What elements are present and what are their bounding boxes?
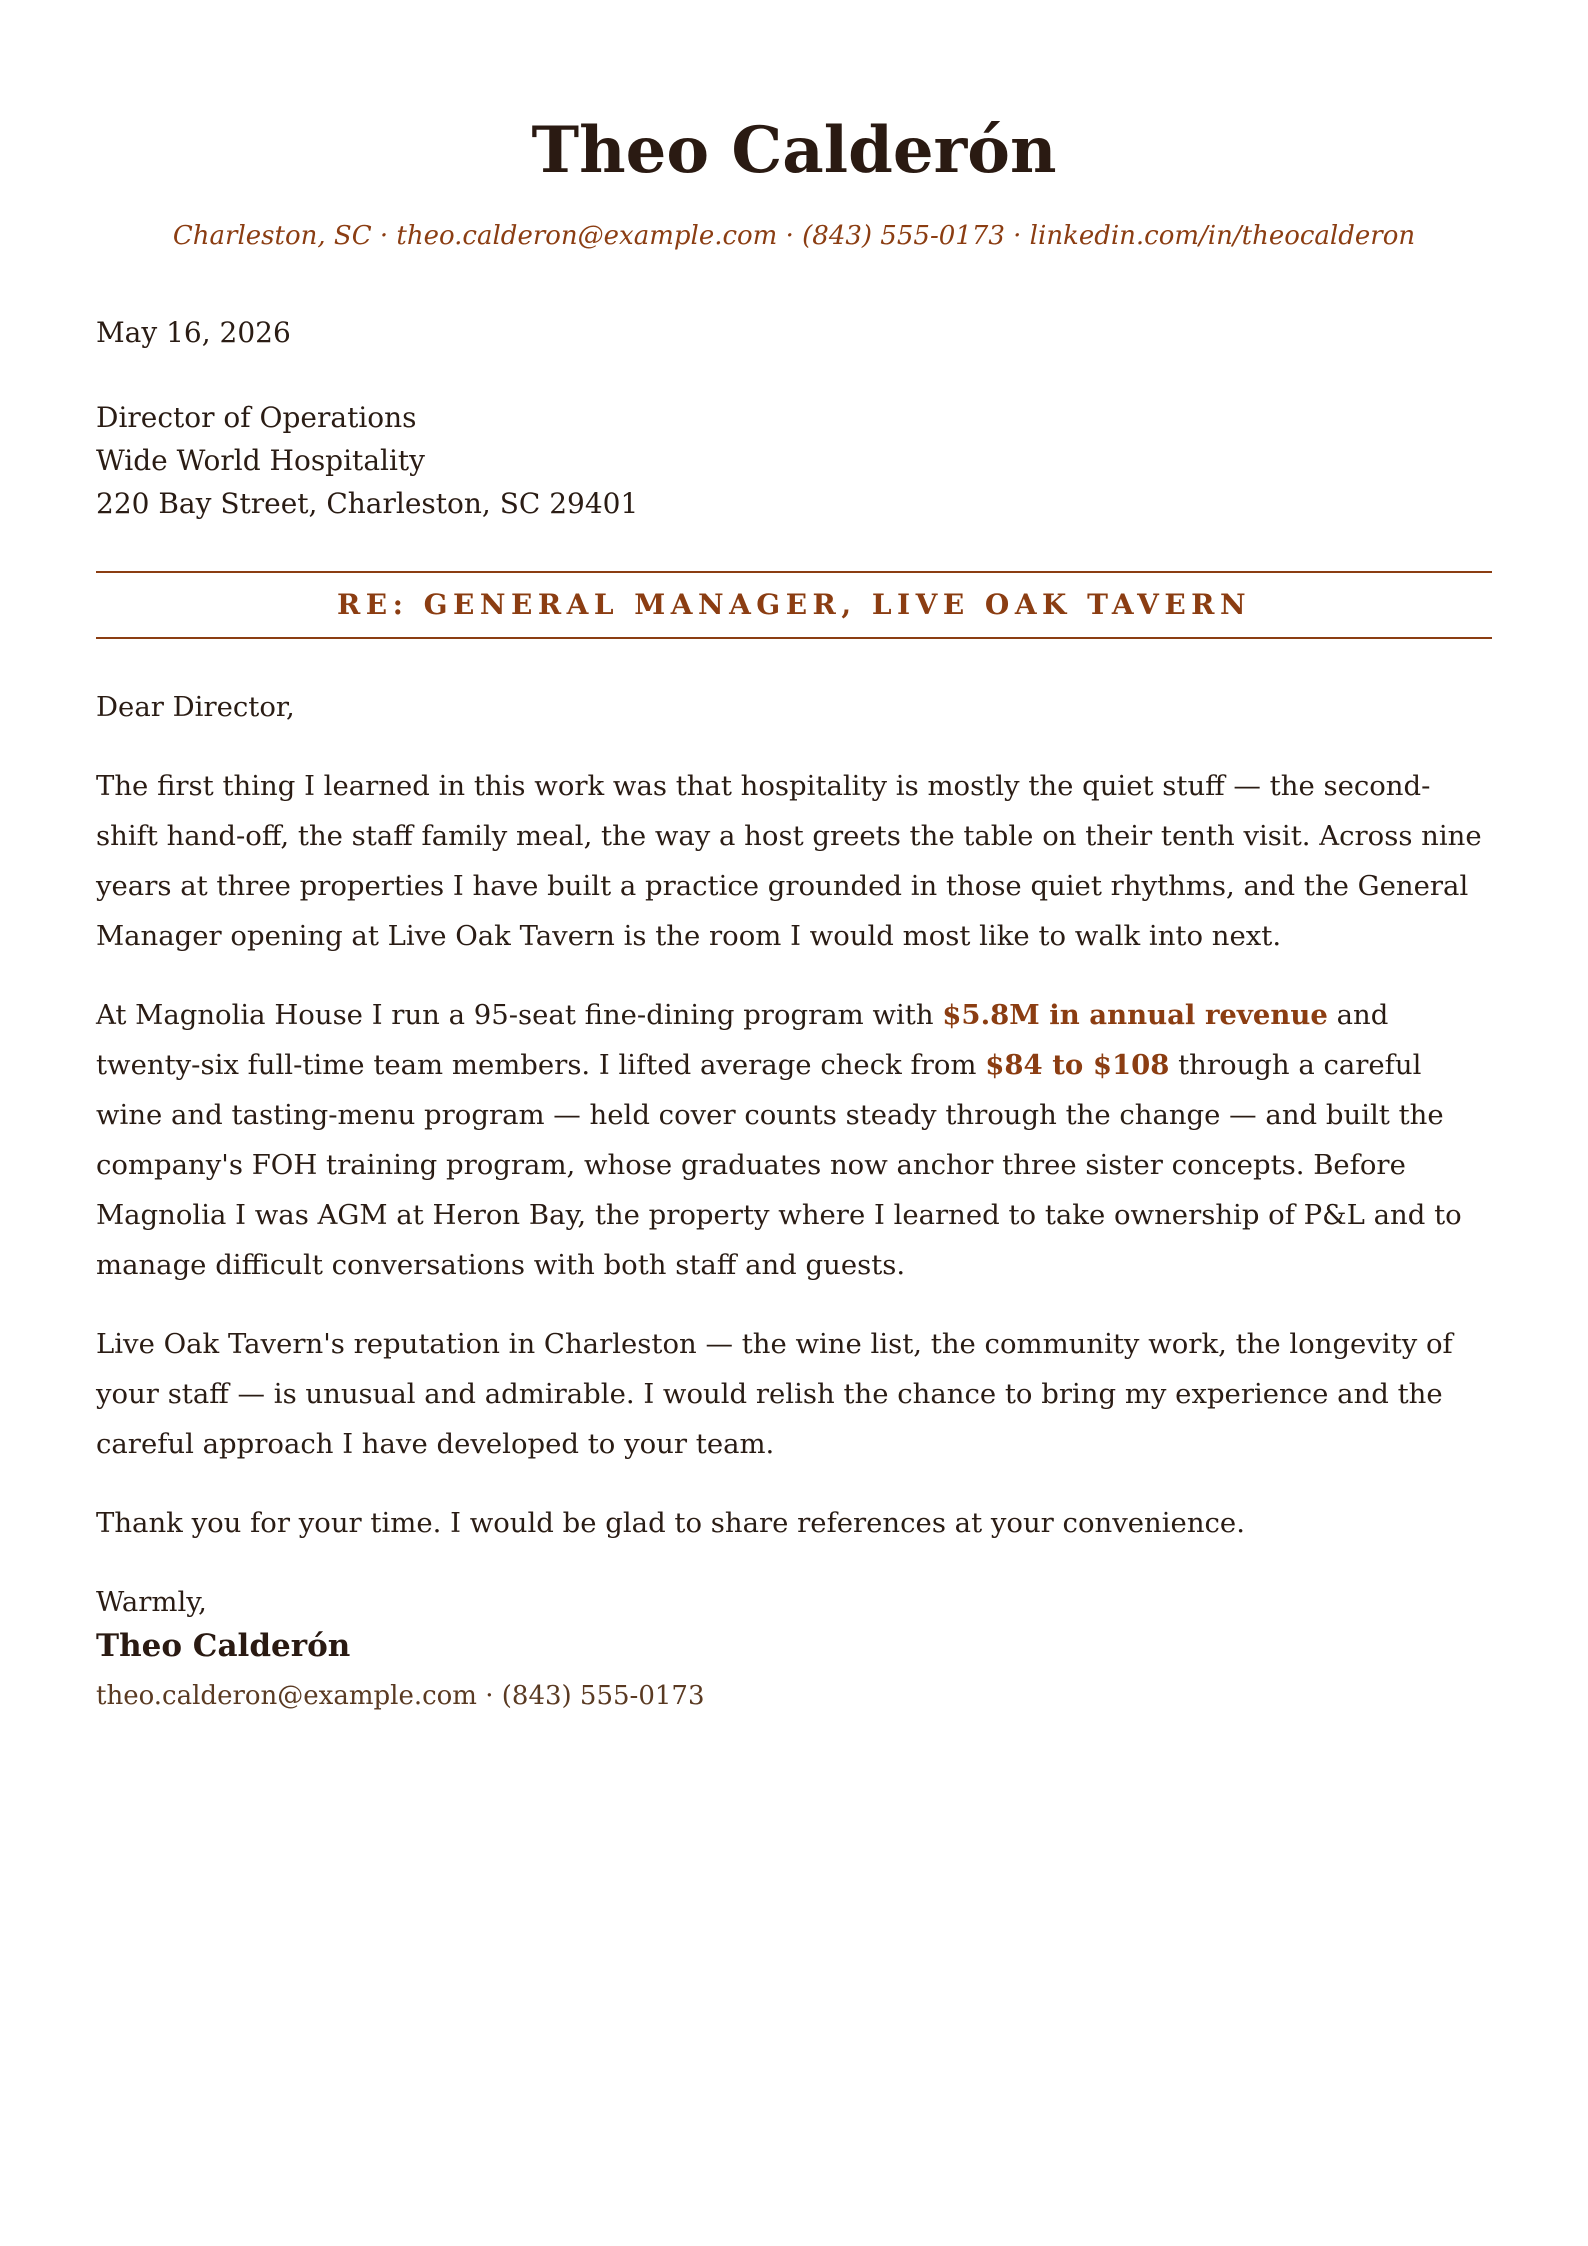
paragraph-4: Thank you for your time. I would be glad to share references at your convenience. [96,1507,1245,1539]
subject-line: RE: GENERAL MANAGER, LIVE OAK TAVERN [336,588,1252,621]
signature-contact: theo.calderon@example.com · (843) 555-0173 [96,1681,705,1711]
salutation: Dear Director, [96,691,295,723]
paragraph-2 [96,990,1492,1290]
recipient-title: Director of Operations [96,401,417,434]
revenue-highlight: $5.8M in annual revenue [942,999,1328,1031]
recipient-address: 220 Bay Street, Charleston, SC 29401 [96,487,639,520]
letter-date: May 16, 2026 [96,316,291,349]
sender-name: Theo Calderón [531,113,1057,188]
paragraph-2-part-a: At Magnolia House I run a 95-seat fine-dining program with [96,999,943,1031]
paragraph-2-part-b: and twenty-six full-time team members. I lifted average check from [96,999,1389,1081]
subject-banner [96,571,1492,639]
paragraph-2-part-c: through a careful wine and tasting-menu program — held cover counts steady through the change — and built the company's FOH training program, whose graduates now anchor three sister concepts. Before Magnolia I was AGM at Heron Bay, the property where I learned to take ownership of P&L and to manage difficult conversations with both staff and guests. [96,1049,1462,1281]
letter-body [96,682,1492,1656]
signature-name: Theo Calderón [96,1628,351,1664]
paragraph-1: The first thing I learned in this work was that hospitality is mostly the quiet stuff — the second-shift hand-off, the staff family meal, the way a host greets the table on their tenth visit. Across nine years at three properties I have built a practice grounded in those quiet rhythms, and the General Manager opening at Live Oak Tavern is the room I would most like to walk into next. [96,770,1482,952]
check-highlight: $84 to $108 [985,1049,1170,1081]
recipient-block [96,396,638,525]
recipient-company: Wide World Hospitality [96,444,425,477]
closing: Warmly, [96,1586,207,1618]
paragraph-3: Live Oak Tavern's reputation in Charleston — the wine list, the community work, the longevity of your staff — is unusual and admirable. I would relish the chance to bring my experience and the careful approach I have developed to your team. [96,1328,1453,1460]
sender-contact-line: Charleston, SC · theo.calderon@example.com · (843) 555-0173 · linkedin.com/in/theocalderon [172,221,1416,251]
